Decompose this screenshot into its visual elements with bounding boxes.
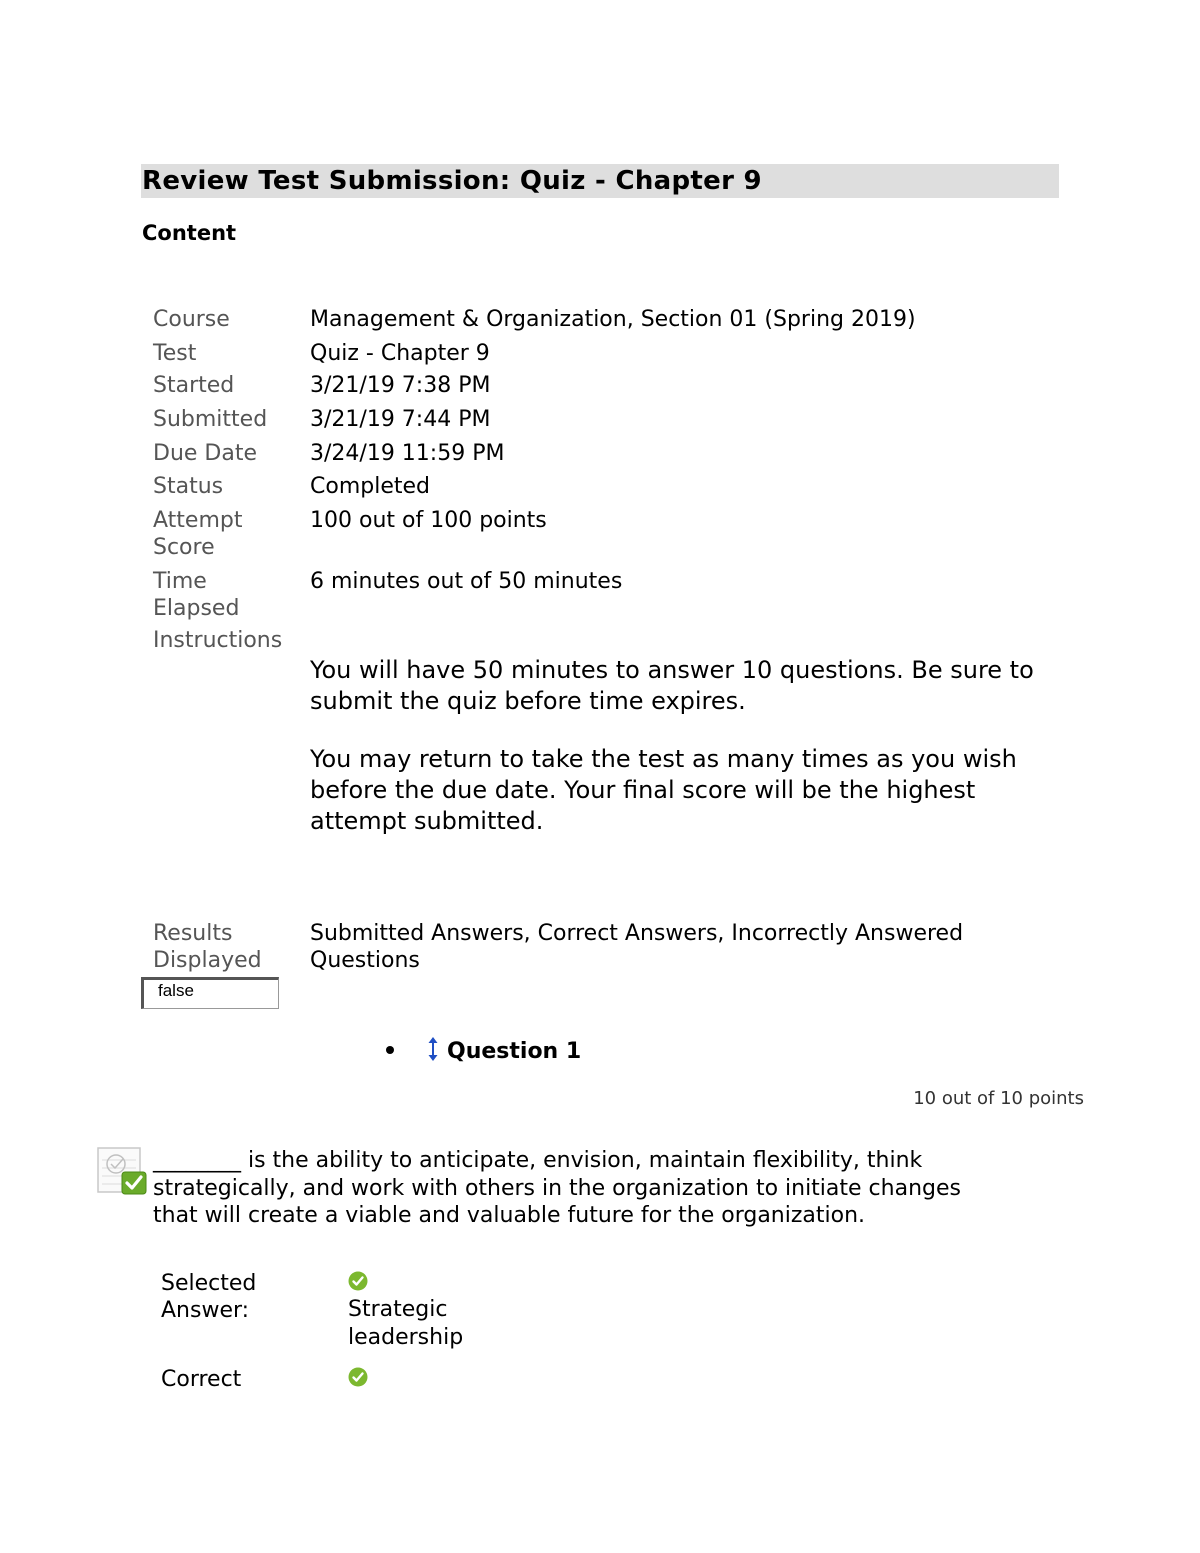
time-elapsed-value: 6 minutes out of 50 minutes: [310, 569, 623, 594]
instructions-label: Instructions: [153, 628, 283, 653]
course-label: Course: [153, 307, 230, 332]
attempt-score-label-line1: Attempt: [153, 508, 243, 533]
started-value: 3/21/19 7:38 PM: [310, 373, 491, 398]
status-value: Completed: [310, 474, 430, 499]
submitted-label: Submitted: [153, 407, 268, 432]
submitted-value: 3/21/19 7:44 PM: [310, 407, 491, 432]
attempt-score-label-line2: Score: [153, 535, 215, 560]
content-heading: Content: [142, 221, 237, 245]
time-elapsed-label-line1: Time: [153, 569, 207, 594]
test-value: Quiz - Chapter 9: [310, 341, 490, 366]
status-label: Status: [153, 474, 224, 499]
correct-answer-label: Correct: [161, 1367, 242, 1392]
time-elapsed-label-line2: Elapsed: [153, 596, 240, 621]
question-points: 10 out of 10 points: [913, 1088, 1084, 1109]
false-field-value: false: [158, 981, 194, 1000]
question-text: ________ is the ability to anticipate, envision, maintain flexibility, think strategically, and work with others in the organization to initiate changes that will create a viable and valuable future for the organization.: [153, 1148, 961, 1228]
selected-answer-label-line2: Answer:: [161, 1298, 250, 1323]
instructions-paragraph-1: You will have 50 minutes to answer 10 questions. Be sure to submit the quiz before time expires.: [310, 656, 1034, 715]
course-value: Management & Organization, Section 01 (Spring 2019): [310, 307, 916, 332]
due-date-value: 3/24/19 11:59 PM: [310, 441, 505, 466]
results-displayed-value-line2: Questions: [310, 948, 420, 973]
check-circle-icon: [348, 1271, 368, 1291]
check-circle-icon: [348, 1367, 368, 1387]
test-label: Test: [153, 341, 197, 366]
results-displayed-label-line2: Displayed: [153, 948, 262, 973]
list-bullet: [386, 1046, 394, 1054]
false-field[interactable]: [141, 977, 279, 1009]
started-label: Started: [153, 373, 235, 398]
results-displayed-label-line1: Results: [153, 921, 233, 946]
page-title: Review Test Submission: Quiz - Chapter 9: [142, 166, 762, 196]
sort-arrows-icon[interactable]: [426, 1037, 440, 1061]
results-displayed-value-line1: Submitted Answers, Correct Answers, Incorrectly Answered: [310, 921, 964, 946]
correct-status-icon: [96, 1146, 148, 1198]
selected-answer-value: Strategic leadership: [348, 1297, 464, 1350]
selected-answer-label-line1: Selected: [161, 1271, 257, 1296]
attempt-score-value: 100 out of 100 points: [310, 508, 547, 533]
due-date-label: Due Date: [153, 441, 257, 466]
instructions-paragraph-2: You may return to take the test as many times as you wish before the due date. Your final score will be the highest attempt submitted.: [310, 745, 1017, 835]
question-title: Question 1: [447, 1039, 582, 1064]
